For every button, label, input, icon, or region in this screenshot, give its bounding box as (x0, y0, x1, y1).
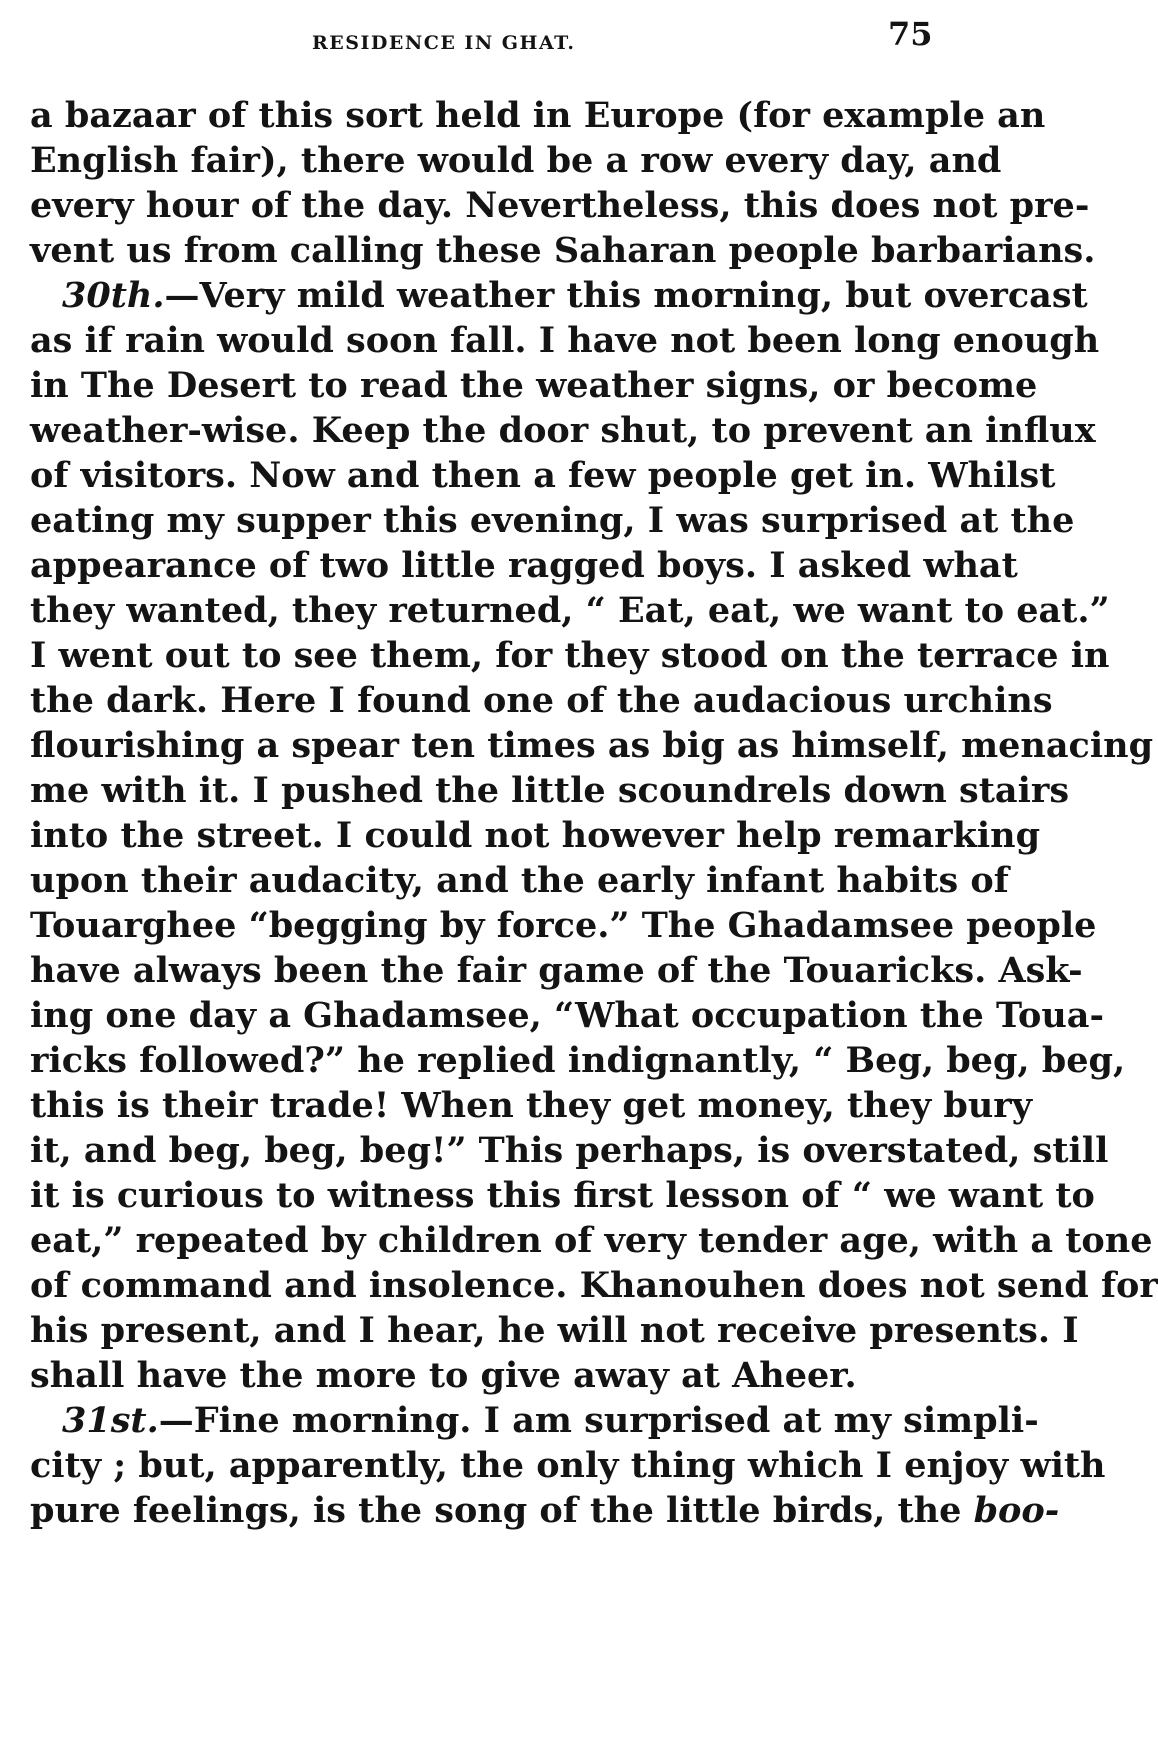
text-line: flourishing a spear ten times as big as himself, menacing (30, 725, 1154, 766)
entry-date-label: 30th. (62, 275, 165, 316)
entry-date-label: 31st. (62, 1400, 159, 1441)
text-line: this is their trade! When they get money, they bury (30, 1085, 1033, 1126)
text-line: in The Desert to read the weather signs, or become (30, 365, 1038, 406)
page-number: 75 (888, 15, 933, 53)
text-line: weather-wise. Keep the door shut, to prevent an influx (30, 410, 1096, 451)
text-line-body: pure feelings, is the song of the little birds, the (30, 1490, 974, 1531)
text-line: they wanted, they returned, “ Eat, eat, we want to eat.” (30, 590, 1110, 631)
text-line: as if rain would soon fall. I have not been long enough (30, 320, 1100, 361)
text-line: a bazaar of this sort held in Europe (for example an (30, 95, 1046, 136)
text-line: of command and insolence. Khanouhen does not send for (30, 1265, 1158, 1306)
entry-first-line: —Fine morning. I am surprised at my simpli- (158, 1400, 1039, 1441)
diary-entry-31st (30, 1400, 1039, 1441)
text-line-last (30, 1490, 1060, 1531)
text-line: appearance of two little ragged boys. I asked what (30, 545, 1018, 586)
text-line: English fair), there would be a row every day, and (30, 140, 1002, 181)
text-line: I went out to see them, for they stood on the terrace in (30, 635, 1110, 676)
italic-word-fragment: boo- (973, 1490, 1060, 1531)
text-line: ing one day a Ghadamsee, “What occupation the Toua- (30, 995, 1104, 1036)
text-line: shall have the more to give away at Aheer. (30, 1355, 857, 1396)
text-line: city ; but, apparently, the only thing which I enjoy with (30, 1445, 1106, 1486)
text-line: upon their audacity, and the early infant habits of (30, 860, 1009, 901)
text-line: ricks followed?” he replied indignantly, “ Beg, beg, beg, (30, 1040, 1126, 1081)
text-line: into the street. I could not however help remarking (30, 815, 1041, 856)
running-header: RESIDENCE IN GHAT. (312, 32, 576, 54)
text-line: eat,” repeated by children of very tender age, with a tone (30, 1220, 1153, 1261)
text-line: have always been the fair game of the Touaricks. Ask- (30, 950, 1083, 991)
text-line: Touarghee “begging by force.” The Ghadamsee people (30, 905, 1097, 946)
text-line: me with it. I pushed the little scoundrels down stairs (30, 770, 1070, 811)
text-line: eating my supper this evening, I was surprised at the (30, 500, 1075, 541)
diary-entry-30th (30, 275, 1088, 316)
text-line: vent us from calling these Saharan people barbarians. (30, 230, 1096, 271)
text-line: it is curious to witness this first lesson of “ we want to (30, 1175, 1095, 1216)
text-line: his present, and I hear, he will not receive presents. I (30, 1310, 1079, 1351)
text-line: it, and beg, beg, beg!” This perhaps, is overstated, still (30, 1130, 1109, 1171)
text-line: the dark. Here I found one of the audacious urchins (30, 680, 1053, 721)
text-line: every hour of the day. Nevertheless, this does not pre- (30, 185, 1090, 226)
text-line: of visitors. Now and then a few people get in. Whilst (30, 455, 1056, 496)
entry-first-line: —Very mild weather this morning, but overcast (164, 275, 1088, 316)
